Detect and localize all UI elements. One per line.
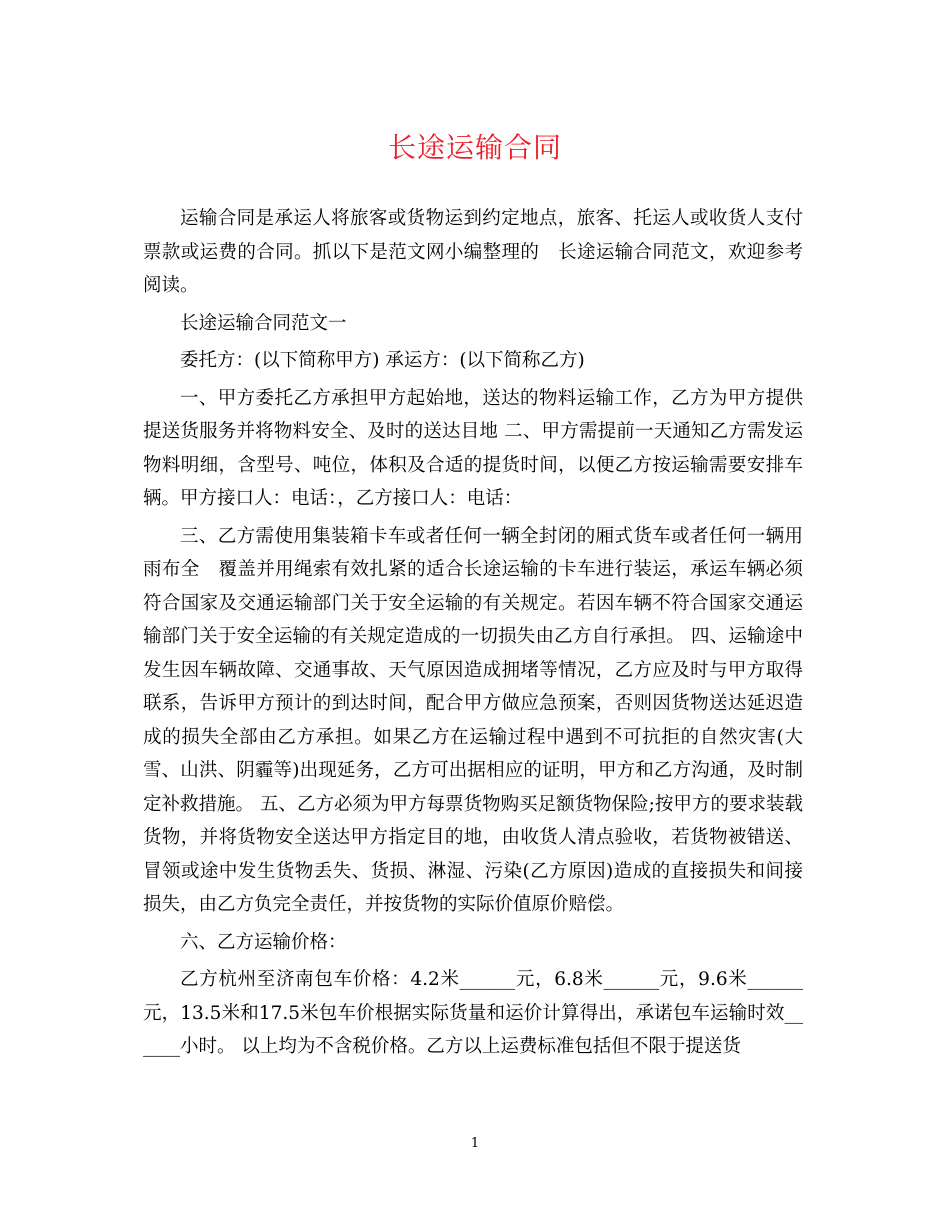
paragraph-parties: 委托方：(以下简称甲方) 承运方：(以下简称乙方) — [180, 350, 585, 371]
paragraph-clause-1-2: 一、甲方委托乙方承担甲方起始地，送达的物料运输工作，乙方为甲方提供提送货服务并将物料安全、及时的送达目地 二、甲方需提前一天通知乙方需发运物料明细，含型号、吨位，体积及合适的提货时间，以便乙方按运输需要安排车辆。甲方接口人：电话：，乙方接口人：电话： — [143, 387, 803, 509]
document-body — [143, 202, 803, 1068]
paragraph-clause-6-heading: 六、乙方运输价格： — [180, 931, 347, 953]
page-number: 1 — [470, 1136, 480, 1151]
paragraph-clause-3-5: 三、乙方需使用集装箱卡车或者任何一辆全封闭的厢式货车或者任何一辆用雨布全 覆盖并用绳索有效扎紧的适合长途运输的卡车进行装运，承运车辆必须符合国家及交通运输部门关于安全运输的有关规定。若因车辆不符合国家交通运输部门关于安全运输的有关规定造成的一切损失由乙方自行承担。 四、运输途中发生因车辆故障、交通事故、天气原因造成拥堵等情况，乙方应及时与甲方取得联系，告诉甲方预计的到达时间，配合甲方做应急预案，否则因货物送达延迟造成的损失全部由乙方承担。如果乙方在运输过程中遇到不可抗拒的自然灾害(大雪、山洪、阴霾等)出现延务，乙方可出据相应的证明，甲方和乙方沟通，及时制定补救措施。 五、乙方必须为甲方每票货物购买足额货物保险;按甲方的要求装载货物，并将货物安全送达甲方指定目的地，由收货人清点验收，若货物被错送、冒领或途中发生货物丢失、货损、淋湿、污染(乙方原因)造成的直接损失和间接损失，由乙方负完全责任，并按货物的实际价值原价赔偿。 — [143, 525, 803, 915]
paragraph-intro: 运输合同是承运人将旅客或货物运到约定地点，旅客、托运人或收货人支付票款或运费的合同。抓以下是范文网小编整理的 长途运输合同范文，欢迎参考阅读。 — [143, 208, 803, 296]
paragraph-sample-heading: 长途运输合同范文一 — [180, 312, 347, 334]
paragraph-price: 乙方杭州至济南包车价格：4.2米______元，6.8米______元，9.6米______元，13.5米和17.5米包车价根据实际货量和运价计算得出，承诺包车运输时效______小时。 以上均为不含税价格。乙方以上运费标准包括但不限于提送货 — [143, 969, 803, 1057]
document-title: 长途运输合同 — [387, 131, 562, 164]
